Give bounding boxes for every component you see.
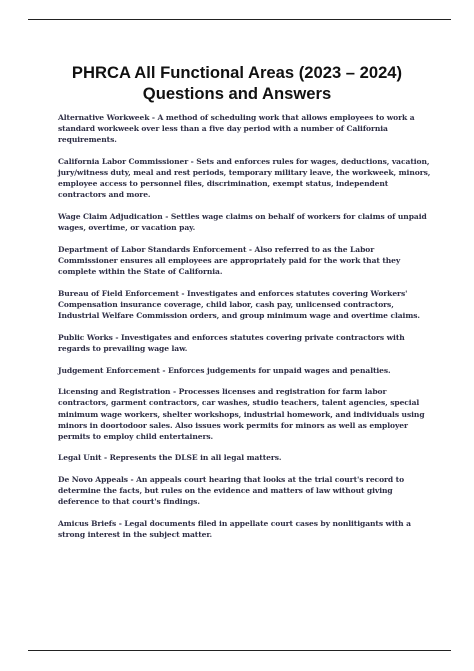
qa-entry: Amicus Briefs - Legal documents filed in appellate court cases by nonlitigants with a strong interest in the subject matter.	[58, 519, 411, 540]
entry-term: California Labor Commissioner	[58, 156, 189, 166]
entry-definition: Settles wage claims on behalf of workers for claims of unpaid wages, overtime, or vacation pay.	[58, 211, 427, 232]
entry-definition: Represents the DLSE in all legal matters.	[109, 453, 282, 463]
entry-term: Amicus Briefs	[58, 519, 117, 529]
qa-entry: California Labor Commissioner - Sets and enforces rules for wages, deductions, vacation, jury/witness duty, meal and rest periods, temporary military leave, the workweek, minors, employee access to personnel files, discrimination, exempt status, independent contractors and more.	[58, 156, 431, 200]
title-line-1: PHRCA All Functional Areas (2023 – 2024)	[71, 63, 403, 82]
title-line-2: Questions and Answers	[142, 84, 332, 103]
entry-definition: An appeals court hearing that looks at the trial court's record to determine the facts, but rules on the evidence and matters of law without giving deference to that court's findings.	[58, 475, 405, 507]
entry-definition: Sets and enforces rules for wages, deductions, vacation, jury/witness duty, meal and rest periods, temporary military leave, the workweek, minors, employee access to personnel files, discrimination, exempt status, independent contractors and more.	[58, 156, 431, 200]
qa-entry: Alternative Workweek - A method of scheduling work that allows employees to work a standard workweek over less than a five day period with a number of California requirements.	[58, 113, 415, 145]
entry-term: Judgement Enforcement	[58, 365, 160, 375]
qa-entry: Licensing and Registration - Processes licenses and registration for farm labor contractors, garment contractors, car washes, studio teachers, talent agencies, special minimum wage workers, shelter workshops, industrial homework, and individuals using minors in doortodoor sales. Also issues work permits for minors as well as employer permits to employ child entertainers.	[58, 387, 425, 441]
entry-definition: Processes licenses and registration for farm labor contractors, garment contractors, car washes, studio teachers, talent agencies, special minimum wage workers, shelter workshops, industrial homework, and individuals using minors in doortodoor sales. Also issues work permits for minors as well as employer permits to employ child entertainers.	[58, 387, 425, 441]
qa-entry: De Novo Appeals - An appeals court hearing that looks at the trial court's record to determine the facts, but rules on the evidence and matters of law without giving deference to that court's findings.	[58, 475, 405, 507]
document-title	[0, 62, 474, 104]
entry-term: Alternative Workweek	[58, 113, 150, 122]
entry-term: De Novo Appeals	[58, 475, 128, 485]
qa-entry: Public Works - Investigates and enforces statutes covering private contractors with regards to prevailing wage law.	[58, 332, 405, 353]
bottom-divider	[28, 650, 451, 651]
entry-definition: Investigates and enforces statutes covering Workers' Compensation insurance coverage, child labor, cash pay, unlicensed contractors, Industrial Welfare Commission orders, and group minimum wage and overtime claims.	[58, 288, 420, 320]
entry-definition: A method of scheduling work that allows employees to work a standard workweek over less than a five day period with a number of California requirements.	[58, 113, 415, 145]
entry-definition: Also referred to as the Labor Commissioner ensures all employees are appropriately paid for the work that they complete within the State of California.	[58, 244, 401, 276]
qa-entry: Wage Claim Adjudication - Settles wage claims on behalf of workers for claims of unpaid wages, overtime, or vacation pay.	[58, 211, 427, 232]
entry-definition: Legal documents filed in appellate court cases by nonlitigants with a strong interest in the subject matter.	[58, 519, 411, 540]
entry-term: Licensing and Registration	[58, 387, 171, 397]
entry-definition: Investigates and enforces statutes covering private contractors with regards to prevailing wage law.	[58, 332, 405, 353]
entry-definition: Enforces judgements for unpaid wages and penalties.	[167, 365, 391, 375]
entry-term: Wage Claim Adjudication	[58, 211, 163, 221]
qa-entry: Legal Unit - Represents the DLSE in all legal matters.	[58, 453, 282, 463]
entry-term: Legal Unit	[58, 453, 102, 463]
qa-entry: Judgement Enforcement - Enforces judgements for unpaid wages and penalties.	[58, 365, 391, 375]
qa-entry: Department of Labor Standards Enforcement - Also referred to as the Labor Commissioner ensures all employees are appropriately paid for the work that they complete within the State of California.	[58, 244, 401, 276]
top-divider	[28, 19, 451, 20]
entry-term: Bureau of Field Enforcement	[58, 288, 179, 298]
entry-term: Public Works	[58, 332, 113, 342]
qa-entry: Bureau of Field Enforcement - Investigates and enforces statutes covering Workers' Compensation insurance coverage, child labor, cash pay, unlicensed contractors, Industrial Welfare Commission orders, and group minimum wage and overtime claims.	[58, 288, 420, 320]
entry-term: Department of Labor Standards Enforcement	[58, 244, 247, 254]
qa-list	[58, 112, 436, 551]
